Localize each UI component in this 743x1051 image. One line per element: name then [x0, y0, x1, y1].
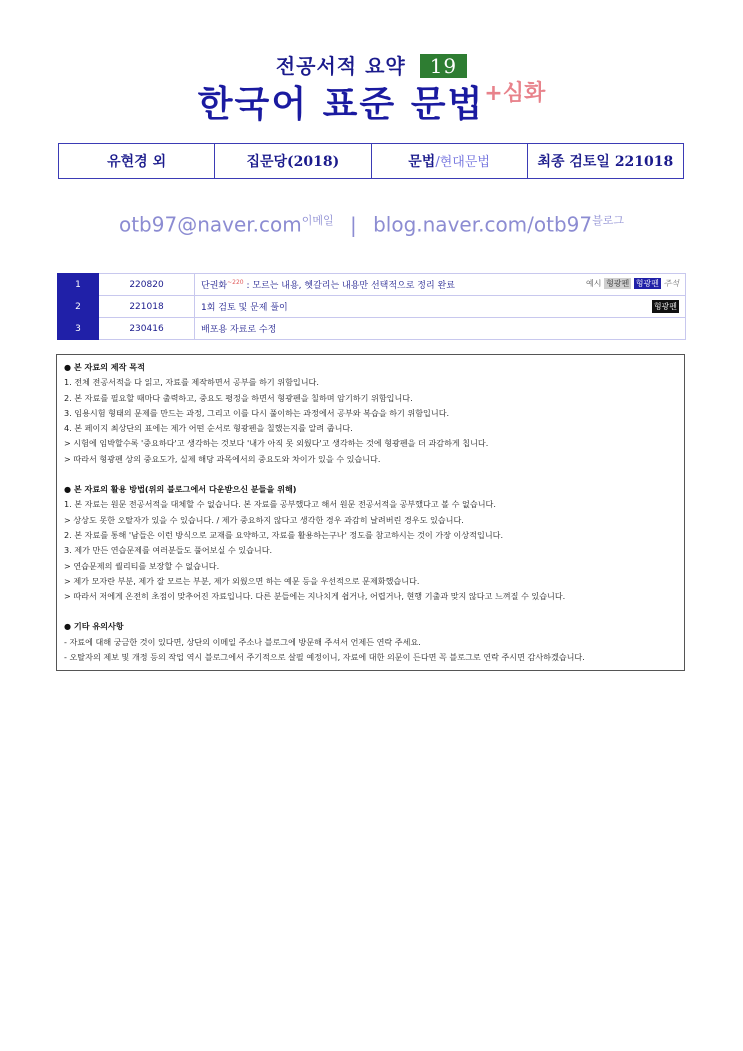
list-item: 4. 본 페이지 최상단의 표에는 제가 어떤 순서로 형광펜을 칠했는지를 알려 줍니다. [64, 423, 353, 434]
list-item: 2. 본 자료를 필요할 때마다 출력하고, 중요도 평정을 하면서 형광펜을 칠하며 암기하기 위함입니다. [64, 392, 413, 403]
list-item: 1. 본 자료는 원문 전공서적을 대체할 수 없습니다. 본 자료를 공부했다고 해서 원문 전공서적을 공부했다고 볼 수 없습니다. [64, 499, 496, 510]
contact-separator: | [349, 212, 357, 237]
publisher-cell: 집문당(2018) [215, 144, 371, 179]
header-title [0, 76, 743, 127]
legend-note: 주석 [663, 279, 679, 288]
row-desc [195, 274, 686, 296]
last-review-cell: 최종 검토일 221018 [527, 144, 683, 179]
list-item: > 따라서 저에게 온전히 초점이 맞추어진 자료입니다. 다른 분들에는 지나치게 쉽거나, 어렵거나, 현행 기출과 맞지 않다고 느껴질 수 있습니다. [64, 591, 566, 602]
list-item: - 자료에 대해 궁금한 것이 있다면, 상단의 이메일 주소나 블로그에 방문해 주셔서 언제든 연락 주세요. [64, 636, 421, 647]
header-series [0, 50, 743, 79]
row-desc-sup: ~220 [227, 279, 244, 286]
book-title: 한국어 표준 문법 [197, 84, 485, 125]
list-item: > 연습문제의 퀄리티를 보장할 수 없습니다. [64, 560, 220, 571]
row-desc-main: 1회 검토 및 문제 풀이 [201, 303, 288, 313]
contact-line [0, 212, 743, 237]
series-number-badge: 19 [420, 54, 467, 78]
revision-log-table [57, 273, 686, 340]
highlight-legend [586, 278, 679, 289]
author-cell: 유현경 외 [59, 144, 215, 179]
category-cell [371, 144, 527, 179]
blog-link[interactable]: blog.naver.com/otb97 [373, 212, 593, 237]
table-row [58, 274, 686, 296]
category-main: 문법 [408, 154, 436, 170]
list-item: > 상상도 못한 오탈자가 있을 수 있습니다. / 제가 중요하지 않다고 생각한 경우 과감히 날려버린 경우도 있습니다. [64, 514, 464, 525]
row-index: 1 [58, 274, 99, 296]
row-index: 2 [58, 296, 99, 318]
table-row [58, 318, 686, 340]
list-item: - 오탈자의 제보 및 개정 등의 작업 역시 블로그에서 주기적으로 살필 예정이니, 자료에 대한 의문이 든다면 꼭 블로그로 연락 주시면 감사하겠습니다. [64, 652, 585, 663]
list-item: 2. 본 자료를 통해 '남들은 이런 방식으로 교재를 요약하고, 자료를 활용하는구나' 정도를 참고하시는 것이 가장 이상적입니다. [64, 529, 504, 540]
row-desc [195, 296, 686, 318]
list-item: 3. 제가 만든 연습문제를 여러분들도 풀어보실 수 있습니다. [64, 545, 273, 556]
list-item: > 시험에 임박할수록 '중요하다'고 생각하는 것보다 '내가 아직 못 외웠다'고 생각하는 것에 형광펜을 더 과감하게 칩니다. [64, 438, 489, 449]
row-index: 3 [58, 318, 99, 340]
row-date: 221018 [99, 296, 195, 318]
email-label: 이메일 [301, 214, 334, 227]
email-link[interactable]: otb97@naver.com [118, 212, 302, 237]
table-row [58, 296, 686, 318]
list-item: > 따라서 형광펜 상의 중요도가, 실제 해당 과목에서의 중요도와 차이가 있을 수 있습니다. [64, 453, 381, 464]
row-date: 230416 [99, 318, 195, 340]
legend-gray: 형광펜 [606, 279, 630, 288]
row-desc: 배포용 자료로 수정 [195, 318, 686, 340]
etc-heading: ● 기타 유의사항 [64, 621, 124, 632]
row-desc-rest: : 모르는 내용, 헷갈리는 내용만 선택적으로 정리 완료 [243, 281, 455, 291]
legend-blue: 형광펜 [635, 279, 659, 288]
notes-box [56, 354, 685, 671]
row-desc-main: 단권화 [201, 281, 228, 291]
usage-heading: ● 본 자료의 활용 방법(위의 블로그에서 다운받으신 분들을 위해) [64, 484, 297, 495]
book-title-sup: +심화 [484, 81, 546, 106]
highlight-legend-black: 형광펜 [653, 302, 677, 311]
list-item: 3. 임용시험 형태의 문제를 만드는 과정, 그리고 이를 다시 풀이하는 과정에서 공부와 복습을 하기 위함입니다. [64, 407, 450, 418]
purpose-heading: ● 본 자료의 제작 목적 [64, 362, 145, 372]
series-title: 전공서적 요약 [275, 54, 406, 78]
blog-label: 블로그 [592, 214, 625, 227]
row-date: 220820 [99, 274, 195, 296]
list-item: > 제가 모자란 부분, 제가 잘 모르는 부분, 제가 외웠으면 하는 예문 등을 우선적으로 문제화했습니다. [64, 575, 420, 586]
category-sub: /현대문법 [435, 155, 490, 170]
list-item: 1. 전체 전공서적을 다 읽고, 자료를 제작하면서 공부를 하기 위함입니다. [64, 377, 319, 388]
legend-prefix: 예시 [586, 279, 602, 288]
book-info-table [58, 143, 684, 179]
